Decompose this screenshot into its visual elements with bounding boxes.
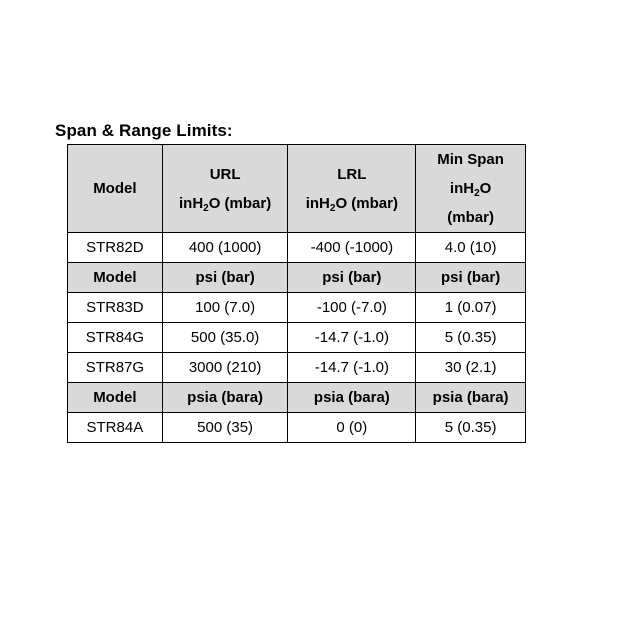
cell-url: 3000 (210) xyxy=(162,353,288,383)
cell-lrl: -400 (-1000) xyxy=(288,233,416,263)
table-row xyxy=(68,413,526,443)
subheader-url: psi (bar) xyxy=(162,263,288,293)
cell-model: STR87G xyxy=(68,353,163,383)
subheader-model: Model xyxy=(68,263,163,293)
cell-model: STR84A xyxy=(68,413,163,443)
table-row xyxy=(68,233,526,263)
header-min-span xyxy=(416,145,526,233)
header-min-span-unit-2: (mbar) xyxy=(447,209,494,226)
cell-min-span: 1 (0.07) xyxy=(416,293,526,323)
header-lrl xyxy=(288,145,416,233)
cell-url: 400 (1000) xyxy=(162,233,288,263)
cell-min-span: 4.0 (10) xyxy=(416,233,526,263)
cell-lrl: 0 (0) xyxy=(288,413,416,443)
table-row xyxy=(68,353,526,383)
subheader-model: Model xyxy=(68,383,163,413)
span-range-limits-table xyxy=(67,144,526,443)
cell-lrl: -14.7 (-1.0) xyxy=(288,353,416,383)
section-title: Span & Range Limits: xyxy=(55,121,233,140)
cell-min-span: 5 (0.35) xyxy=(416,413,526,443)
cell-min-span: 5 (0.35) xyxy=(416,323,526,353)
subheader-min-span: psia (bara) xyxy=(416,383,526,413)
header-model: Model xyxy=(68,145,163,233)
cell-url: 500 (35.0) xyxy=(162,323,288,353)
header-lrl-unit: inH$_2$O (mbar) xyxy=(305,194,398,214)
cell-lrl: -100 (-7.0) xyxy=(288,293,416,323)
subheader-url: psia (bara) xyxy=(162,383,288,413)
cell-model: STR82D xyxy=(68,233,163,263)
cell-min-span: 30 (2.1) xyxy=(416,353,526,383)
cell-lrl: -14.7 (-1.0) xyxy=(288,323,416,353)
header-min-span-label: Min Span xyxy=(437,151,504,168)
table-header-row xyxy=(68,145,526,233)
table-row xyxy=(68,323,526,353)
header-lrl-label: LRL xyxy=(337,165,367,183)
header-url-unit: inH$_2$O (mbar) xyxy=(178,194,272,214)
subheader-lrl: psia (bara) xyxy=(288,383,416,413)
table-subheader-row xyxy=(68,383,526,413)
table-subheader-row xyxy=(68,263,526,293)
header-min-span-unit: inH$_2$O xyxy=(449,180,492,199)
cell-model: STR84G xyxy=(68,323,163,353)
subheader-lrl: psi (bar) xyxy=(288,263,416,293)
subheader-min-span: psi (bar) xyxy=(416,263,526,293)
header-url xyxy=(162,145,288,233)
cell-model: STR83D xyxy=(68,293,163,323)
header-url-label: URL xyxy=(209,165,241,183)
table-row xyxy=(68,293,526,323)
cell-url: 500 (35) xyxy=(162,413,288,443)
cell-url: 100 (7.0) xyxy=(162,293,288,323)
